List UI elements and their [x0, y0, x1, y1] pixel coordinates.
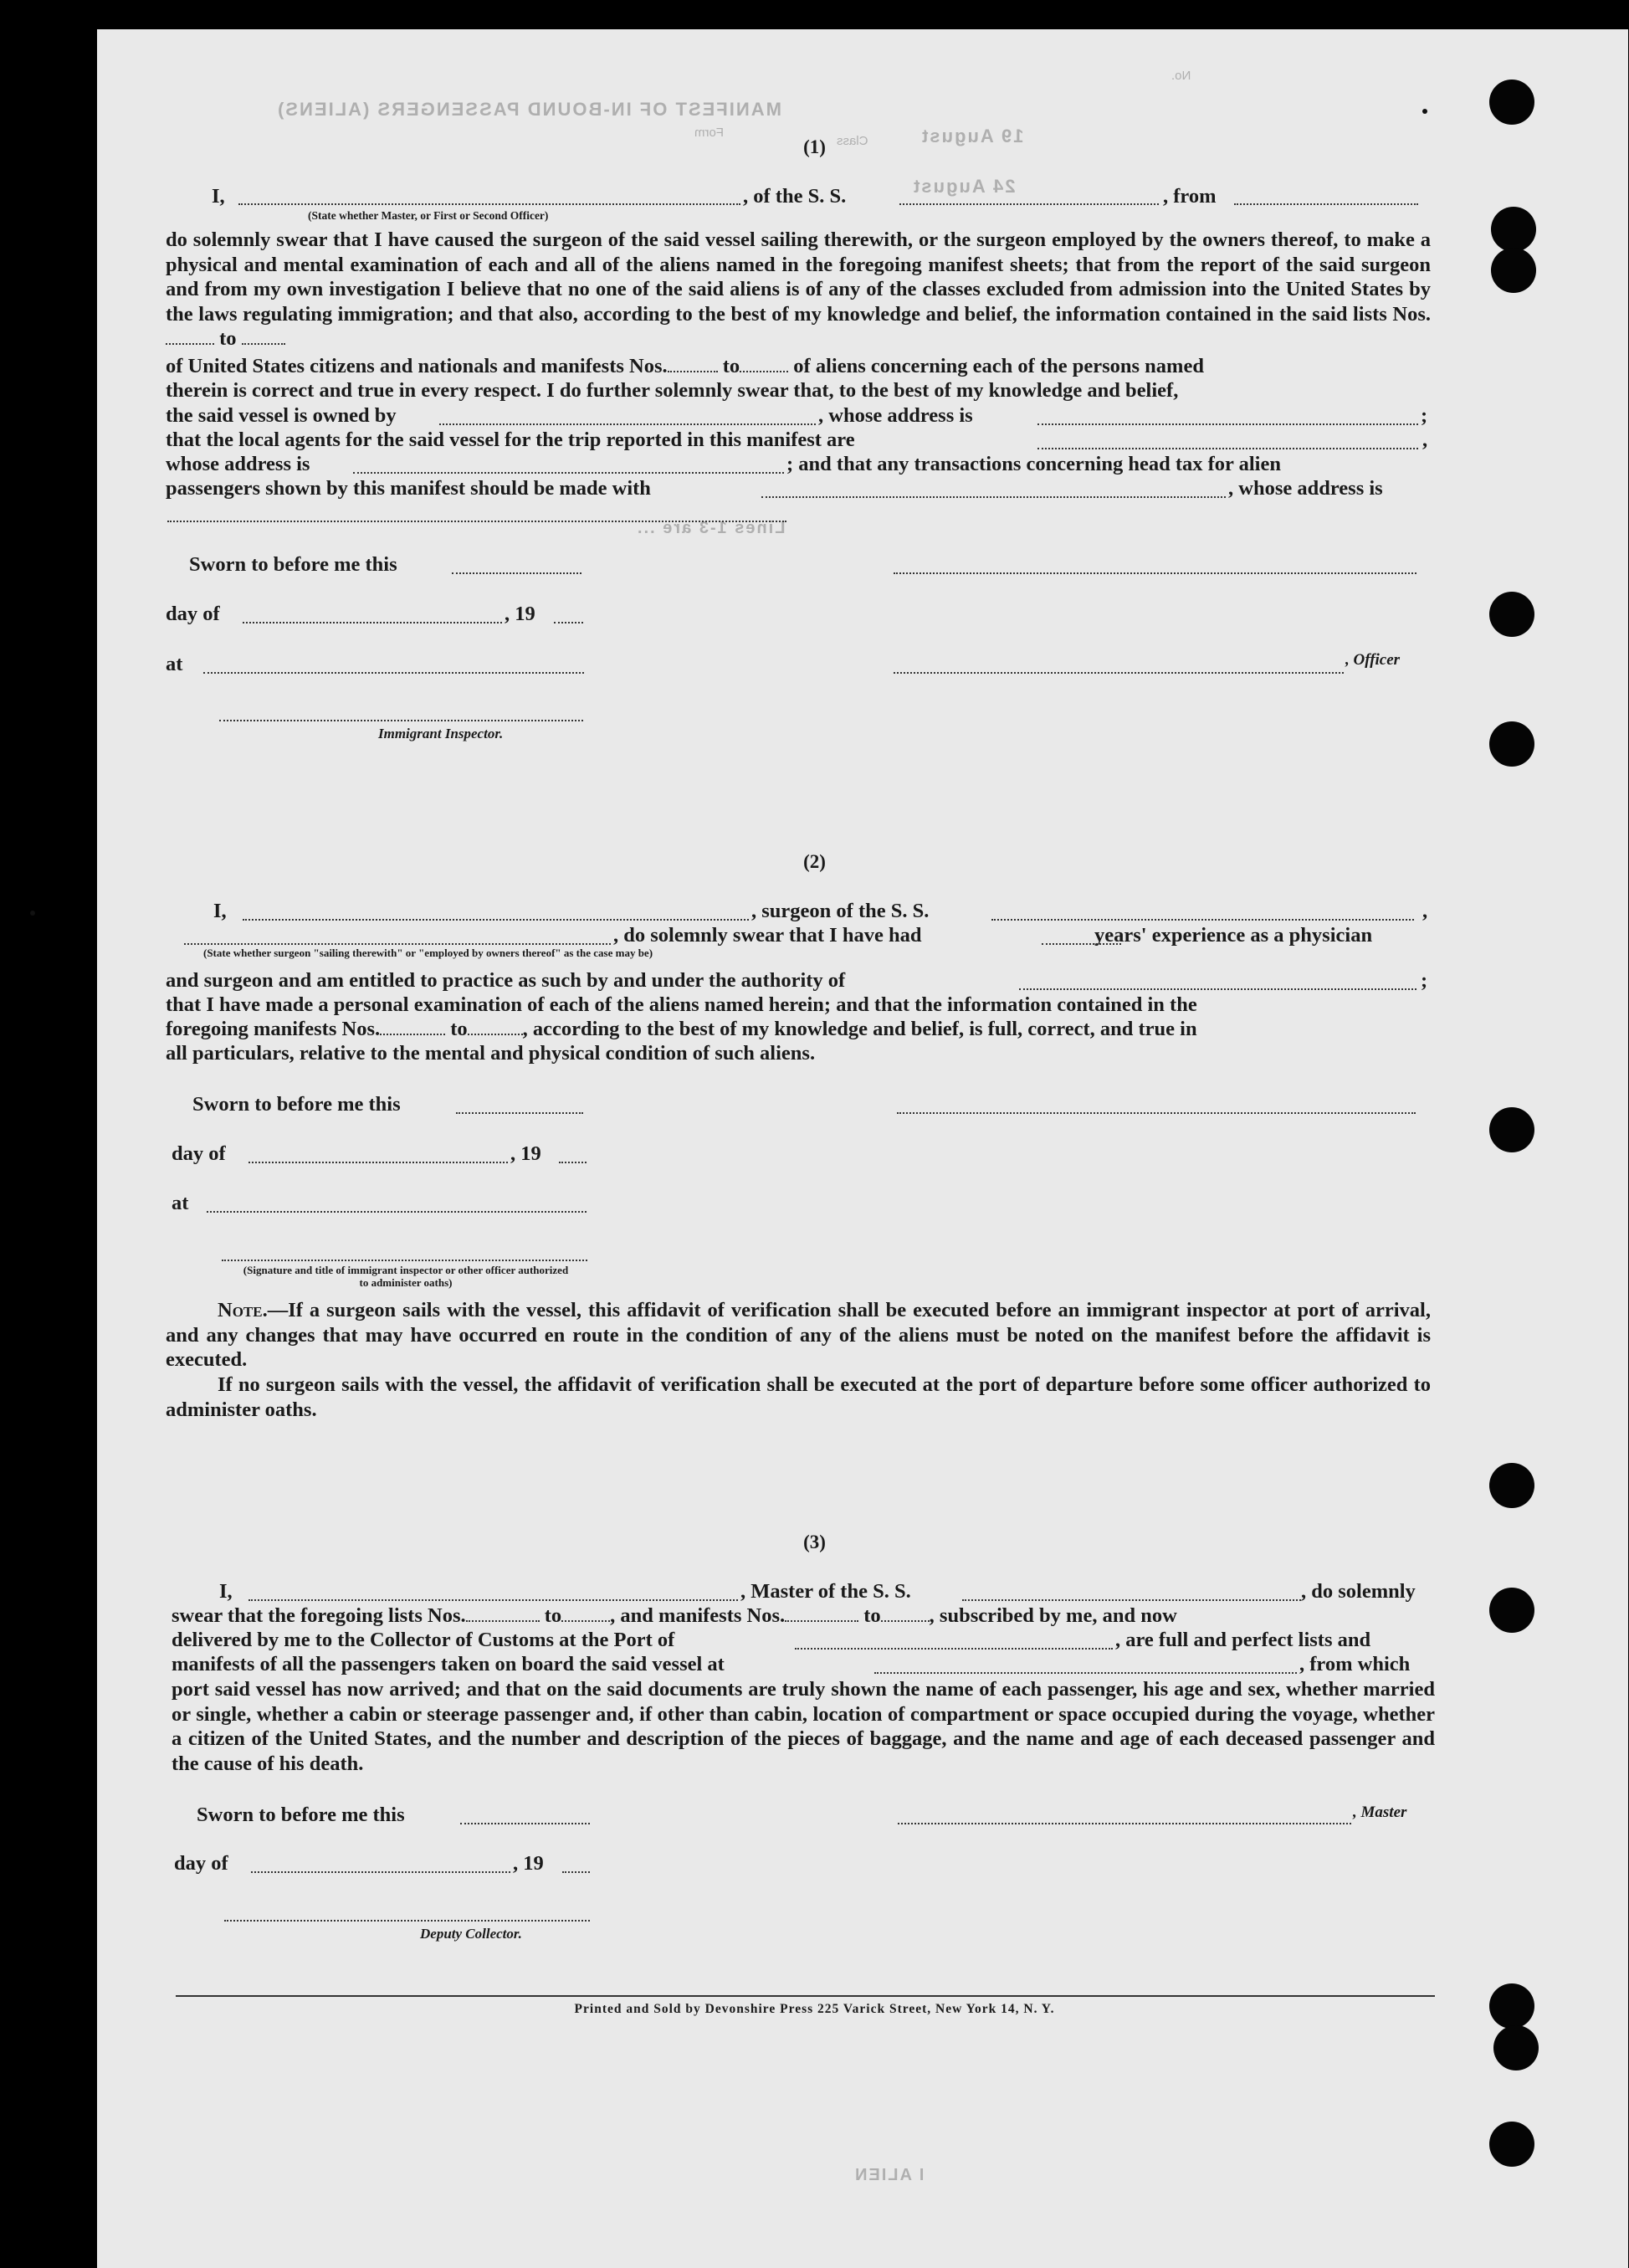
- blank-vessel-name[interactable]: [899, 203, 1159, 205]
- blank-s1-officer[interactable]: [894, 672, 1344, 674]
- s1-line-1: [212, 185, 225, 208]
- blank-s3-master-sig[interactable]: [898, 1823, 1351, 1824]
- punch-hole: [1489, 1463, 1534, 1508]
- s3-sworn: Sworn to before me this: [197, 1804, 405, 1826]
- blank-s2-inspector-sig[interactable]: [222, 1260, 587, 1261]
- blank-s2-authority[interactable]: [1019, 988, 1416, 990]
- s1-i: I,: [212, 185, 225, 208]
- blank-local-agents[interactable]: [1037, 448, 1418, 449]
- blank-s2-at[interactable]: [207, 1211, 587, 1213]
- s1-line-whose: whose address is: [166, 453, 310, 475]
- s3-master-label: , Master: [1353, 1804, 1407, 1821]
- punch-hole: [1491, 248, 1536, 293]
- blank-s3-day[interactable]: [251, 1871, 510, 1873]
- speck: [1422, 109, 1427, 114]
- s1-paragraph: do solemnly swear that I have caused the surgeon of the said vessel sailing therewith, or the surgeon employed by the owners thereof, to make a physical and mental examination of each and all of the aliens named in the foregoing manifest sheets; that from the report of the said surgeon and from my own investigation I believe that no one of the said aliens is of any of the classes excluded from admission into the United States by the laws regulating immigration; and that also, according to the best of my knowledge and belief, the information contained in the said lists Nos. to: [166, 228, 1431, 351]
- s3-sol: , do solemnly: [1301, 1580, 1416, 1603]
- s1-sworn: Sworn to before me this: [189, 553, 397, 576]
- s2-nineteen: , 19: [510, 1142, 541, 1165]
- s1-semi-1: ;: [1421, 404, 1428, 427]
- bleed-through-date: 19 August: [920, 126, 1024, 146]
- blank-s3-vessel[interactable]: [962, 1599, 1301, 1601]
- s1-at: at: [166, 653, 183, 675]
- s1-line-head: ; and that any transactions concerning head tax for alien: [786, 453, 1281, 475]
- blank-s2-day[interactable]: [248, 1162, 508, 1163]
- s2-caption: (State whether surgeon "sailing therewith" or "employed by owners thereof" as the case may be): [203, 947, 653, 959]
- bleed-through-heading: MANIFEST OF IN-BOUND PASSENGERS (ALIENS): [276, 99, 781, 120]
- blank-s3-sworn[interactable]: [460, 1823, 590, 1824]
- s2-i: I,: [213, 900, 227, 922]
- footer-rule: [176, 1995, 1435, 1997]
- s2-sworn: Sworn to before me this: [192, 1093, 401, 1116]
- punch-hole: [1489, 721, 1534, 767]
- speck: [30, 911, 35, 916]
- s1-nineteen: , 19: [505, 603, 535, 625]
- blank-s2-sworn[interactable]: [456, 1112, 583, 1114]
- blank-head-tax-address[interactable]: [167, 521, 786, 522]
- s1-ss: , of the S. S.: [743, 185, 847, 208]
- blank-s2-year[interactable]: [559, 1162, 587, 1163]
- s2-line-4: that I have made a personal examination of each of the aliens named herein; and that the information contained in the: [166, 993, 1197, 1016]
- s3-line-4b: , from which: [1299, 1653, 1411, 1675]
- blank-agents-address[interactable]: [353, 472, 784, 474]
- s2-comma: ,: [1422, 900, 1428, 922]
- punch-hole: [1491, 207, 1536, 252]
- blank-head-tax-party[interactable]: [761, 496, 1226, 498]
- blank-from-port[interactable]: [1234, 203, 1418, 205]
- blank-s3-port[interactable]: [795, 1648, 1113, 1650]
- blank-s1-sworn[interactable]: [452, 572, 581, 574]
- s2-at: at: [172, 1192, 189, 1214]
- s1-line-us: of United States citizens and nationals and manifests Nos. to of aliens concerning each of the persons named: [166, 355, 1204, 377]
- s3-line-2: swear that the foregoing lists Nos. to , and manifests Nos. to , subscribed by me, and now: [172, 1604, 1177, 1627]
- s1-inspector-label: Immigrant Inspector.: [378, 726, 504, 741]
- blank-s3-collector-sig[interactable]: [224, 1920, 590, 1922]
- s1-line-pass: passengers shown by this manifest should be made with: [166, 477, 651, 500]
- punch-hole: [1489, 1107, 1534, 1152]
- s3-dayof: day of: [174, 1852, 228, 1875]
- s1-line-correct: therein is correct and true in every respect. I do further solemnly swear that, to the best of my knowledge and belief,: [166, 379, 1179, 402]
- punch-hole: [1489, 80, 1534, 125]
- blank-s3-embark[interactable]: [874, 1672, 1297, 1674]
- blank-surgeon-name[interactable]: [243, 919, 749, 921]
- s1-line-owned: the said vessel is owned by: [166, 404, 397, 427]
- s3-line-3: delivered by me to the Collector of Customs at the Port of: [172, 1629, 675, 1651]
- punch-hole: [1489, 1588, 1534, 1633]
- blank-master-name[interactable]: [248, 1599, 738, 1601]
- s2-semi: ;: [1421, 969, 1428, 992]
- s2-note-2: If no surgeon sails with the vessel, the affidavit of verification shall be executed at the port of departure before some officer authorized to administer oaths.: [166, 1373, 1431, 1421]
- section-3-title: (3): [803, 1532, 826, 1552]
- blank-s1-at[interactable]: [203, 672, 584, 674]
- s1-from: , from: [1163, 185, 1217, 208]
- blank-officer-name[interactable]: [238, 203, 740, 205]
- punch-hole: [1493, 2025, 1539, 2070]
- s2-note: Note.—If a surgeon sails with the vessel, this affidavit of verification shall be executed before an immigrant inspector at port of arrival, and any changes that may have occurred en route in the condition of any of the aliens must be noted on the manifest before the affidavit is executed.: [166, 1299, 1431, 1372]
- s3-i: I,: [219, 1580, 233, 1603]
- blank-s2-vessel[interactable]: [991, 919, 1414, 921]
- bleed-through-text: No.: [1171, 69, 1191, 83]
- punch-hole: [1489, 592, 1534, 637]
- section-2-title: (2): [803, 851, 826, 872]
- blank-owner[interactable]: [439, 423, 816, 425]
- s3-line-3b: , are full and perfect lists and: [1115, 1629, 1371, 1651]
- blank-s2-sig[interactable]: [897, 1112, 1416, 1114]
- s1-whose-2: , whose address is: [1228, 477, 1383, 500]
- s1-whose-1: , whose address is: [818, 404, 973, 427]
- bleed-through-date: 24 August: [912, 176, 1016, 197]
- s3-collector-label: Deputy Collector.: [420, 1926, 522, 1942]
- s2-sig-caption: (Signature and title of immigrant inspector or other officer authorized to administer oaths): [243, 1264, 569, 1289]
- s1-officer-label: , Officer: [1345, 651, 1401, 669]
- bleed-through-text: Class: [837, 134, 868, 148]
- bleed-through-text: Lines 1-3 are ...: [636, 519, 786, 537]
- s3-line-4: manifests of all the passengers taken on board the said vessel at: [172, 1653, 725, 1675]
- bleed-through-text: I ALIEN: [853, 2166, 925, 2184]
- bleed-through-text: Form: [694, 126, 724, 140]
- s2-swear: , do solemnly swear that I have had: [613, 924, 922, 947]
- s1-caption: (State whether Master, or First or Second Officer): [308, 209, 549, 222]
- blank-s1-year[interactable]: [554, 622, 583, 623]
- s3-master: , Master of the S. S.: [740, 1580, 911, 1603]
- s3-paragraph: port said vessel has now arrived; and that on the said documents are truly shown the name of each passenger, his age and sex, whether married or single, whether a cabin or steerage passenger and, if other than cabin, location of compartment or space occupied during the voyage, whether a citizen of the United States, and the number and description of the pieces of baggage, and the name and age of each deceased passenger and the cause of his death.: [172, 1678, 1435, 1775]
- s1-comma-1: ,: [1422, 428, 1428, 451]
- printer-imprint: Printed and Sold by Devonshire Press 225 Varick Street, New York 14, N. Y.: [574, 2002, 1055, 2016]
- s1-line-agents: that the local agents for the said vessel for the trip reported in this manifest are: [166, 428, 855, 451]
- s1-dayof: day of: [166, 603, 220, 625]
- blank-s3-year[interactable]: [562, 1871, 590, 1873]
- section-1-title: (1): [803, 136, 826, 157]
- punch-hole: [1489, 2122, 1534, 2167]
- note-label: Note.: [218, 1299, 268, 1321]
- blank-s2-surgeon-type[interactable]: [184, 943, 611, 945]
- blank-s1-day[interactable]: [243, 622, 502, 623]
- s3-nineteen: , 19: [513, 1852, 544, 1875]
- blank-owner-address[interactable]: [1037, 423, 1418, 425]
- s2-line-6: all particulars, relative to the mental and physical condition of such aliens.: [166, 1042, 816, 1065]
- s2-line-3: and surgeon and am entitled to practice as such by and under the authority of: [166, 969, 846, 992]
- blank-s1-sig-1[interactable]: [894, 572, 1416, 574]
- blank-s1-inspector[interactable]: [219, 720, 583, 721]
- s2-dayof: day of: [172, 1142, 226, 1165]
- s2-line-5: foregoing manifests Nos. to , according to the best of my knowledge and belief, is full, correct, and true in: [166, 1018, 1197, 1040]
- s2-surgeon: , surgeon of the S. S.: [751, 900, 930, 922]
- s2-years: years' experience as a physician: [1094, 924, 1373, 947]
